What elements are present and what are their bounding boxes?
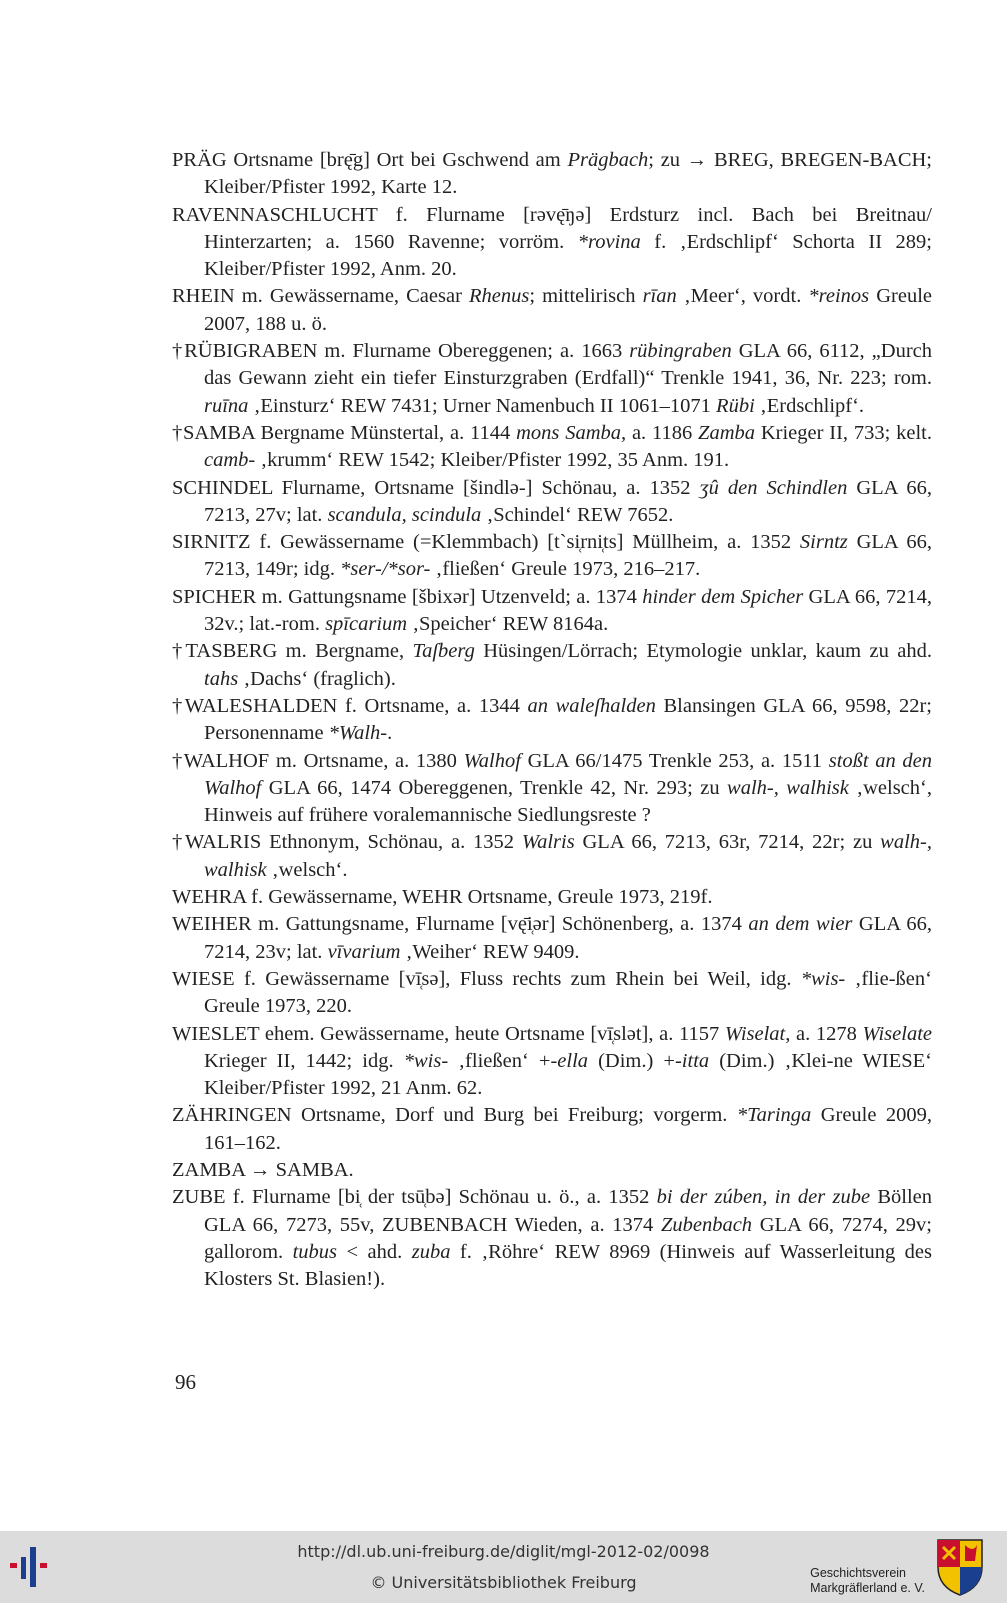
entry-text: †TASBERG m. Bergname, <box>172 640 413 663</box>
entry-italic-text: Walris <box>521 831 575 854</box>
society-name-line2: Markgräflerland e. V. <box>810 1581 925 1595</box>
entry-text: . <box>387 722 393 745</box>
entry-italic-text: Walhof <box>463 749 521 772</box>
entry-italic-text: *Taringa <box>736 1104 812 1127</box>
entry-italic-text: rübingraben <box>629 340 732 363</box>
entry-text: WEHRA f. Gewässername, WEHR Ortsname, Greule 1973, 219f. <box>172 886 713 909</box>
page-number: 96 <box>175 1370 196 1394</box>
entry-text: SIRNITZ f. Gewässername (=Klemmbach) [t`si̜rni̜ts] Müllheim, a. 1352 <box>172 531 800 554</box>
entry-text: ; zu → BREG, BREGEN-BACH; Kleiber/Pfister 1992, Karte 12. <box>204 149 932 199</box>
entry-text: Krieger II, 1442; idg. <box>204 1049 404 1072</box>
entry-text: GLA 66, 7274, 29v; gallorom. <box>204 1213 932 1263</box>
entry-italic-text: Rhenus <box>468 285 530 308</box>
entry-text: ‚flie-ßen‘ Greule 1973, 220. <box>204 967 932 1018</box>
copyright-notice: © Universitätsbibliothek Freiburg <box>370 1573 637 1592</box>
entry-text: †WALHOF m. Ortsname, a. 1380 <box>172 749 464 772</box>
society-crest-icon <box>935 1537 985 1597</box>
entry-text: Böllen GLA 66, 7273, 55v, ZUBENBACH Wieden, a. 1374 <box>204 1186 932 1236</box>
entry-text: GLA 66, 7214, 32v.; lat.-rom. <box>204 585 933 636</box>
entry-list <box>172 147 932 1293</box>
lexicon-entry <box>172 638 932 693</box>
source-url-link[interactable]: http://dl.ub.uni-freiburg.de/diglit/mgl-2012-02/0098 <box>297 1542 710 1561</box>
entry-italic-text: hinder dem Spicher <box>642 585 804 608</box>
entry-text: ZÄHRINGEN Ortsname, Dorf und Burg bei Freiburg; vorgerm. <box>172 1104 737 1127</box>
entry-text: ZAMBA → SAMBA. <box>172 1158 354 1181</box>
entry-italic-text: Rübi <box>716 394 755 417</box>
entry-text: SPICHER m. Gattungsname [šbixər] Utzenveld; a. 1374 <box>172 585 643 608</box>
lexicon-entry <box>172 147 932 202</box>
entry-italic-text: walh-, walhisk <box>204 831 932 881</box>
entry-italic-text: *ser-/*sor- <box>340 558 431 581</box>
entry-italic-text: *Walh- <box>328 722 388 745</box>
lexicon-entry <box>172 420 932 475</box>
entry-text: Blansingen GLA 66, 9598, 22r; Personenname <box>204 694 933 745</box>
footer-bar <box>0 1531 1007 1603</box>
entry-text: RAVENNASCHLUCHT f. Flurname [rəvę̄ŋə] Erdsturz incl. Bach bei Breitnau/ Hinterzarten; a. 1560 Ravenne; vorröm. <box>172 203 932 253</box>
entry-italic-text: ruīna <box>204 394 249 417</box>
entry-text: †SAMBA Bergname Münstertal, a. 1144 <box>172 421 517 444</box>
entry-text: ‚Dachs‘ (fraglich). <box>238 667 396 690</box>
entry-text: PRÄG Ortsname [brę̄g] Ort bei Gschwend am <box>172 149 568 171</box>
entry-text: ZUBE f. Flurname [bi̜ der tsū̜bə] Schönau u. ö., a. 1352 <box>172 1186 657 1209</box>
entry-text: Krieger II, 733; kelt. <box>755 421 932 444</box>
lexicon-entry <box>172 693 932 748</box>
entry-italic-text: stoßt an den Walhof <box>204 749 932 799</box>
entry-text: f. ‚Röhre‘ REW 8969 (Hinweis auf Wasserleitung des Klosters St. Blasien!). <box>204 1240 932 1291</box>
entry-italic-text: walh-, walhisk <box>727 776 849 799</box>
lexicon-entry <box>172 884 932 911</box>
lexicon-entry <box>172 584 932 639</box>
entry-text: SCHINDEL Flurname, Ortsname [šindlə-] Schönau, a. 1352 <box>172 476 700 499</box>
entry-italic-text: ʒû den Schindlen <box>699 476 848 499</box>
entry-italic-text: tubus <box>292 1240 338 1263</box>
entry-text: Hüsingen/Lörrach; Etymologie unklar, kaum zu ahd. <box>474 640 932 663</box>
entry-italic-text: vīvarium <box>327 940 401 963</box>
entry-italic-text: -ella <box>550 1049 589 1072</box>
entry-text: ‚Erdschlipf‘. <box>754 394 865 417</box>
entry-text: RHEIN m. Gewässername, Caesar <box>172 285 469 308</box>
entry-text: ; mittelirisch <box>529 285 643 308</box>
entry-text: GLA 66/1475 Trenkle 253, a. 1511 <box>520 749 829 772</box>
lexicon-entry <box>172 748 932 830</box>
society-name-line1: Geschichtsverein <box>810 1566 906 1580</box>
lexicon-entry <box>172 1184 932 1293</box>
entry-text: ‚welsch‘. <box>266 858 348 881</box>
entry-text: ‚Meer‘, vordt. <box>676 285 809 308</box>
entry-italic-text: *wis- <box>800 967 846 990</box>
entry-text: ‚fließen‘ + <box>448 1049 551 1072</box>
entry-italic-text: spīcarium <box>325 613 408 636</box>
entry-text: †WALESHALDEN f. Ortsname, a. 1344 <box>172 694 528 717</box>
entry-text: †RÜBIGRABEN m. Flurname Obereggenen; a. 1663 <box>172 340 630 363</box>
lexicon-entry <box>172 1157 932 1184</box>
entry-text: ‚welsch‘, Hinweis auf frühere voralemannische Siedlungsreste ? <box>204 776 932 827</box>
entry-text: (Dim.) ‚Klei-ne WIESE‘ Kleiber/Pfister 1992, 21 Anm. 62. <box>204 1049 932 1100</box>
entry-text: a. 1186 <box>626 421 699 444</box>
entry-text: f. ‚Erdschlipf‘ Schorta II 289; Kleiber/Pfister 1992, Anm. 20. <box>204 230 933 281</box>
entry-text: WIESE f. Gewässername [vī̜sə], Fluss rechts zum Rhein bei Weil, idg. <box>172 967 801 990</box>
entry-italic-text: *wis- <box>403 1049 449 1072</box>
entry-italic-text: mons Samba, <box>516 421 627 444</box>
entry-text: GLA 66, 6112, „Durch das Gewann zieht ein tiefer Einsturzgraben (Erdfall)“ Trenkle 1941, 36, Nr. 223; rom. <box>204 340 933 390</box>
society-name <box>810 1566 925 1596</box>
lexicon-entry <box>172 529 932 584</box>
entry-text: ‚Schindel‘ REW 7652. <box>481 503 674 526</box>
entry-italic-text: Zamba <box>698 421 756 444</box>
entry-italic-text: Zubenbach <box>660 1213 753 1236</box>
lexicon-entry <box>172 966 932 1021</box>
entry-italic-text: scandula, scindula <box>327 503 482 526</box>
lexicon-entry <box>172 202 932 284</box>
entry-text: (Dim.) + <box>588 1049 675 1072</box>
lexicon-entry <box>172 1021 932 1103</box>
lexicon-entry <box>172 829 932 884</box>
entry-text: WEIHER m. Gattungsname, Flurname [vę̄i̜ər] Schönenberg, a. 1374 <box>172 913 749 936</box>
entry-italic-text: Wiselat <box>724 1022 786 1045</box>
entry-italic-text: Prägbach <box>567 149 649 171</box>
entry-text: ‚Weiher‘ REW 9409. <box>400 940 580 963</box>
entry-italic-text: zuba <box>411 1240 451 1263</box>
entry-text: GLA 66, 7213, 149r; idg. <box>204 531 933 581</box>
lexicon-entry <box>172 338 932 420</box>
entry-italic-text: Wiselate <box>862 1022 932 1045</box>
entry-text: GLA 66, 7213, 63r, 7214, 22r; zu <box>574 831 881 854</box>
entry-italic-text: Sirntz <box>799 531 848 554</box>
entry-text: Greule 2009, 161–162. <box>204 1104 932 1154</box>
lexicon-entry <box>172 1102 932 1157</box>
entry-text: GLA 66, 7213, 27v; lat. <box>204 476 933 526</box>
entry-text: ‚Speicher‘ REW 8164a. <box>407 613 609 636</box>
entry-text: , a. 1278 <box>785 1022 863 1045</box>
entry-italic-text: bi der zúben, in der zube <box>656 1186 871 1209</box>
lexicon-entry <box>172 283 932 338</box>
entry-italic-text: an waleſhalden <box>527 694 656 717</box>
entry-text: GLA 66, 1474 Obereggenen, Trenkle 42, Nr. 293; zu <box>261 776 728 799</box>
entry-italic-text: Taſberg <box>412 640 475 663</box>
entry-text: < ahd. <box>337 1240 412 1263</box>
entry-italic-text: an dem wier <box>748 913 853 936</box>
entry-text: †WALRIS Ethnonym, Schönau, a. 1352 <box>172 831 522 854</box>
entry-text: WIESLET ehem. Gewässername, heute Ortsname [vī̜slət], a. 1157 <box>172 1022 725 1045</box>
entry-text: Greule 2007, 188 u. ö. <box>204 285 933 335</box>
entry-italic-text: -itta <box>674 1049 710 1072</box>
entry-italic-text: *reinos <box>808 285 870 308</box>
entry-text: ‚fließen‘ Greule 1973, 216–217. <box>430 558 701 581</box>
entry-text: ‚krumm‘ REW 1542; Kleiber/Pfister 1992, 35 Anm. 191. <box>255 449 730 472</box>
lexicon-entry <box>172 911 932 966</box>
lexicon-entry <box>172 475 932 530</box>
entry-italic-text: *rovina <box>577 230 641 253</box>
entry-text: ‚Einsturz‘ REW 7431; Urner Namenbuch II 1061–1071 <box>248 394 717 417</box>
entry-italic-text: rīan <box>642 285 677 308</box>
entry-text: GLA 66, 7214, 23v; lat. <box>204 913 932 963</box>
entry-italic-text: camb- <box>204 449 256 472</box>
entry-italic-text: tahs <box>204 667 239 690</box>
